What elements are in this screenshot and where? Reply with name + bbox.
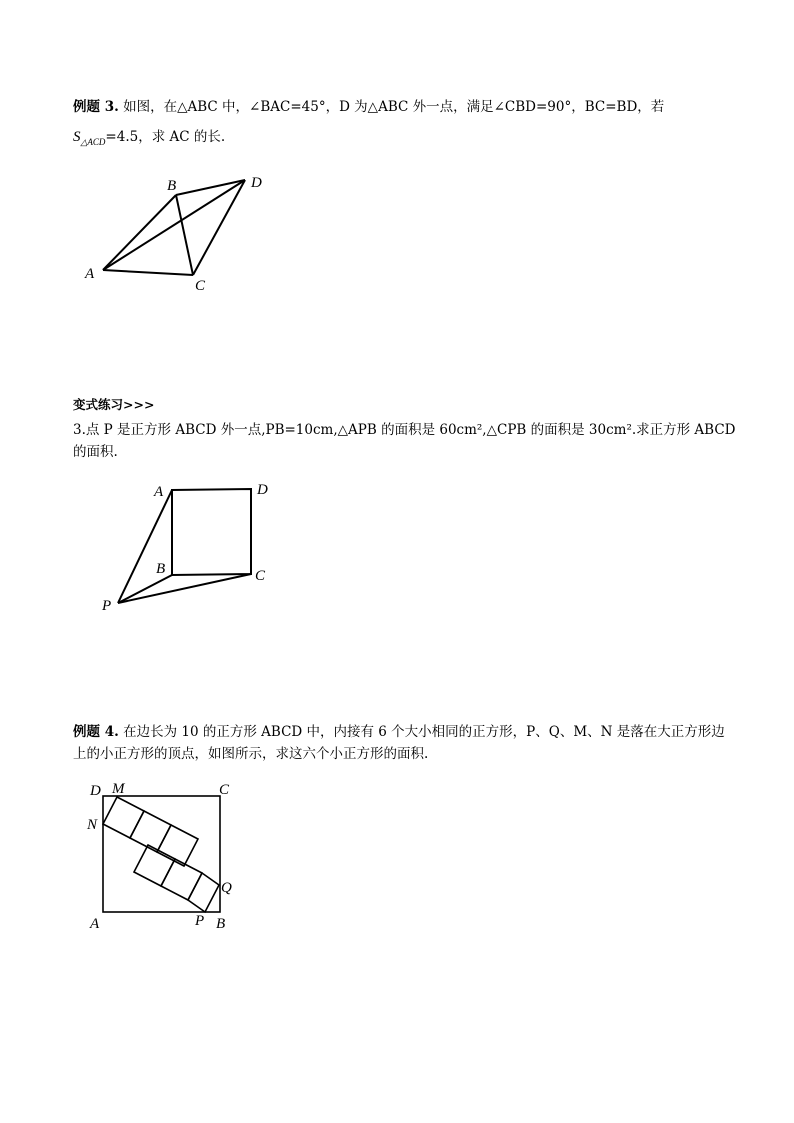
example-3-line-2	[73, 127, 225, 152]
example-3-label: 例题 3.	[73, 99, 119, 115]
point-label-p: P	[102, 598, 112, 614]
point-label-p: P	[195, 913, 205, 929]
example-3-line-1	[73, 97, 664, 117]
segment-bc	[176, 195, 193, 275]
point-label-c: C	[255, 568, 266, 584]
point-label-m: M	[112, 781, 125, 797]
segment-pb	[118, 575, 172, 603]
segment-ap	[118, 490, 172, 603]
example-4-line-2: 上的小正方形的顶点，如图所示，求这六个小正方形的面积.	[73, 746, 429, 762]
variant-heading: 变式练习>>>	[73, 397, 155, 412]
figure-square-point-p	[95, 475, 285, 615]
point-label-b: B	[216, 916, 226, 932]
variant-line-2: 的面积.	[73, 444, 118, 460]
square-abcd	[172, 489, 251, 575]
point-label-b: B	[167, 178, 177, 194]
figure-triangle-abcd	[70, 160, 290, 300]
point-label-a: A	[90, 916, 100, 932]
example-4-line-1	[73, 722, 725, 742]
segment-pc	[118, 574, 251, 603]
example-3-text-rest: =4.5，求 AC 的长.	[105, 129, 226, 145]
small-square-6	[188, 873, 219, 912]
point-label-c: C	[195, 278, 206, 294]
point-label-b: B	[156, 561, 166, 577]
area-formula: $S_{\triangle ACD}$	[73, 129, 106, 147]
point-label-d: D	[257, 482, 268, 498]
small-square-1	[103, 797, 144, 838]
figure-six-squares	[80, 775, 250, 935]
point-label-a: A	[85, 266, 95, 282]
segment-dc	[193, 180, 245, 275]
segment-ca	[103, 270, 193, 275]
point-label-n: N	[87, 817, 98, 833]
point-label-q: Q	[221, 880, 232, 896]
variant-line-1: 3.点 P 是正方形 ABCD 外一点,PB=10cm,△APB 的面积是 60cm²,△CPB 的面积是 30cm².求正方形 ABCD	[73, 422, 736, 438]
point-label-d: D	[251, 175, 262, 191]
point-label-a: A	[154, 484, 164, 500]
example-3-text: 如图，在△ABC 中，∠BAC=45°，D 为△ABC 外一点，满足∠CBD=90°，BC=BD，若	[123, 99, 665, 115]
point-label-c: C	[219, 782, 230, 798]
example-4-text: 在边长为 10 的正方形 ABCD 中，内接有 6 个大小相同的正方形，P、Q、M、N 是落在大正方形边	[123, 724, 725, 740]
point-label-d: D	[90, 783, 101, 799]
example-4-label: 例题 4.	[73, 724, 119, 740]
segment-ab	[103, 195, 176, 270]
